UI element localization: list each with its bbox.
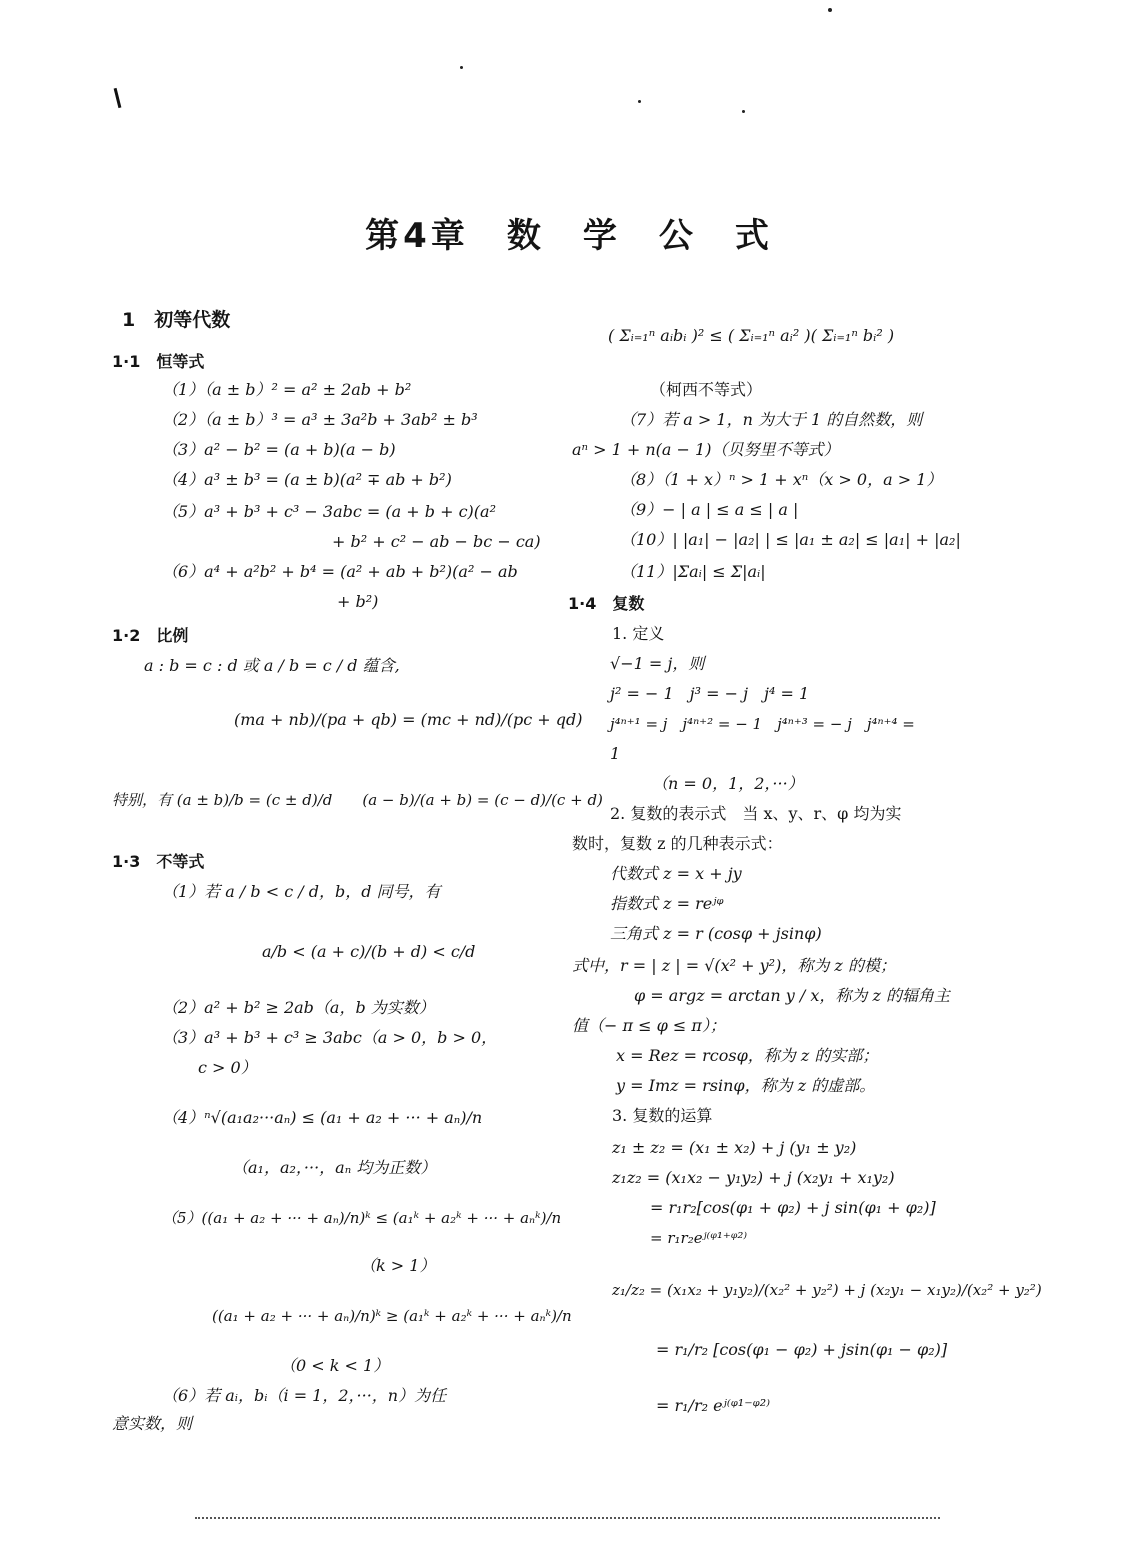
formula-line: 值（− π ≤ φ ≤ π）；: [572, 1016, 726, 1035]
formula-line: c > 0）: [198, 1058, 257, 1077]
formula-line: = r₁/r₂ eʲ⁽ᵠ¹⁻ᵠ²⁾: [656, 1396, 771, 1415]
formula-line: a : b = c : d 或 a / b = c / d 蕴含,: [144, 656, 400, 675]
formula-line: j² = − 1 j³ = − j j⁴ = 1: [610, 684, 810, 703]
formula-line: ((a₁ + a₂ + ··· + aₙ)/n)ᵏ ≥ (a₁ᵏ + a₂ᵏ + ··· + aₙᵏ)/n: [212, 1307, 572, 1325]
formula-line: φ = argz = arctan y / x，称为 z 的辐角主: [634, 986, 950, 1005]
formula-line: （4）ⁿ√(a₁a₂···aₙ) ≤ (a₁ + a₂ + ··· + aₙ)/n: [162, 1108, 483, 1127]
formula-line: （4）a³ ± b³ = (a ± b)(a² ∓ ab + b²): [162, 470, 452, 489]
formula-line: + b² + c² − ab − bc − ca): [332, 532, 541, 551]
text-line: 3. 复数的运算: [612, 1106, 713, 1125]
formula-line: （n = 0，1，2，···）: [652, 774, 804, 793]
formula-line: 三角式 z = r (cosφ + jsinφ): [610, 924, 822, 943]
text-line: 1. 定义: [612, 624, 665, 643]
formula-line: （9）− | a | ≤ a ≤ | a |: [620, 500, 799, 519]
subsection-heading: 1·4 复数: [568, 594, 645, 613]
formula-line: = r₁r₂eʲ⁽ᵠ¹⁺ᵠ²⁾: [650, 1229, 748, 1247]
formula-line: (ma + nb)/(pa + qb) = (mc + nd)/(pc + qd): [234, 710, 583, 729]
margin-mark: [114, 88, 122, 108]
section-heading: 1 初等代数: [122, 309, 231, 331]
footer-rule: [195, 1517, 940, 1519]
formula-line: （6）a⁴ + a²b² + b⁴ = (a² + ab + b²)(a² − ab: [162, 562, 518, 581]
formula-line: + b²): [337, 592, 379, 611]
formula-line: （2）a² + b² ≥ 2ab（a，b 为实数）: [162, 998, 435, 1017]
formula-line: （6）若 aᵢ，bᵢ（i = 1，2，···，n）为任: [162, 1386, 447, 1405]
formula-line: 意实数，则: [112, 1414, 193, 1433]
formula-line: （3）a³ + b³ + c³ ≥ 3abc（a > 0，b > 0，: [162, 1028, 498, 1047]
formula-line: = r₁r₂[cos(φ₁ + φ₂) + j sin(φ₁ + φ₂)]: [650, 1198, 936, 1217]
formula-line: （7）若 a > 1，n 为大于 1 的自然数，则: [620, 410, 923, 429]
formula-line: aⁿ > 1 + n(a − 1)（贝努里不等式）: [572, 440, 840, 459]
formula-line: z₁z₂ = (x₁x₂ − y₁y₂) + j (x₂y₁ + x₁y₂): [612, 1168, 895, 1187]
speck: [460, 66, 463, 69]
formula-line: （a₁，a₂，···，aₙ 均为正数）: [232, 1158, 437, 1177]
text-line: 数时，复数 z 的几种表示式：: [572, 834, 783, 853]
formula-line: （3）a² − b² = (a + b)(a − b): [162, 440, 396, 459]
formula-line: z₁/z₂ = (x₁x₂ + y₁y₂)/(x₂² + y₂²) + j (x₂y₁ − x₁y₂)/(x₂² + y₂²): [612, 1281, 1042, 1299]
formula-line: （1）（a ± b）² = a² ± 2ab + b²: [162, 380, 412, 399]
formula-line: 特别，有 (a ± b)/b = (c ± d)/d (a − b)/(a + b) = (c − d)/(c + d): [112, 791, 603, 809]
speck: [638, 100, 641, 103]
formula-line: z₁ ± z₂ = (x₁ ± x₂) + j (y₁ ± y₂): [612, 1138, 857, 1157]
formula-line: 代数式 z = x + jy: [610, 864, 742, 883]
formula-label: （柯西不等式）: [650, 380, 763, 399]
chapter-title: 第4章 数 学 公 式: [365, 216, 773, 256]
formula-line: a/b < (a + c)/(b + d) < c/d: [262, 942, 476, 961]
formula-line: = r₁/r₂ [cos(φ₁ − φ₂) + jsin(φ₁ − φ₂)]: [656, 1340, 948, 1359]
formula-line: （2）（a ± b）³ = a³ ± 3a²b + 3ab² ± b³: [162, 410, 478, 429]
formula-line: （11）|Σaᵢ| ≤ Σ|aᵢ|: [620, 562, 766, 581]
formula-line: （1）若 a / b < c / d，b，d 同号，有: [162, 882, 441, 901]
formula-line: （10）| |a₁| − |a₂| | ≤ |a₁ ± a₂| ≤ |a₁| + |a₂|: [620, 530, 961, 549]
formula-line: （0 < k < 1）: [280, 1356, 390, 1375]
formula-line: 1: [610, 744, 621, 763]
formula-line: （5）a³ + b³ + c³ − 3abc = (a + b + c)(a²: [162, 502, 496, 521]
speck: [828, 8, 832, 12]
formula-line: x = Rez = rcosφ，称为 z 的实部；: [616, 1046, 879, 1065]
formula-line: ( Σᵢ₌₁ⁿ aᵢbᵢ )² ≤ ( Σᵢ₌₁ⁿ aᵢ² )( Σᵢ₌₁ⁿ bᵢ² ): [608, 326, 895, 345]
subsection-heading: 1·3 不等式: [112, 852, 205, 871]
formula-line: √−1 = j，则: [610, 654, 705, 673]
subsection-heading: 1·2 比例: [112, 626, 189, 645]
formula-line: 指数式 z = reʲᵠ: [610, 894, 724, 913]
formula-line: y = Imz = rsinφ，称为 z 的虚部。: [616, 1076, 876, 1095]
formula-line: （5）((a₁ + a₂ + ··· + aₙ)/n)ᵏ ≤ (a₁ᵏ + a₂ᵏ + ··· + aₙᵏ)/n: [162, 1209, 562, 1227]
text-line: 2. 复数的表示式 当 x、y、r、φ 均为实: [610, 804, 902, 823]
formula-line: 式中，r = | z | = √(x² + y²)，称为 z 的模；: [572, 956, 896, 975]
formula-line: （8）（1 + x）ⁿ > 1 + xⁿ（x > 0，a > 1）: [620, 470, 943, 489]
speck: [742, 110, 745, 113]
formula-line: j⁴ⁿ⁺¹ = j j⁴ⁿ⁺² = − 1 j⁴ⁿ⁺³ = − j j⁴ⁿ⁺⁴ =: [610, 715, 915, 733]
subsection-heading: 1·1 恒等式: [112, 352, 205, 371]
formula-line: （k > 1）: [360, 1256, 436, 1275]
